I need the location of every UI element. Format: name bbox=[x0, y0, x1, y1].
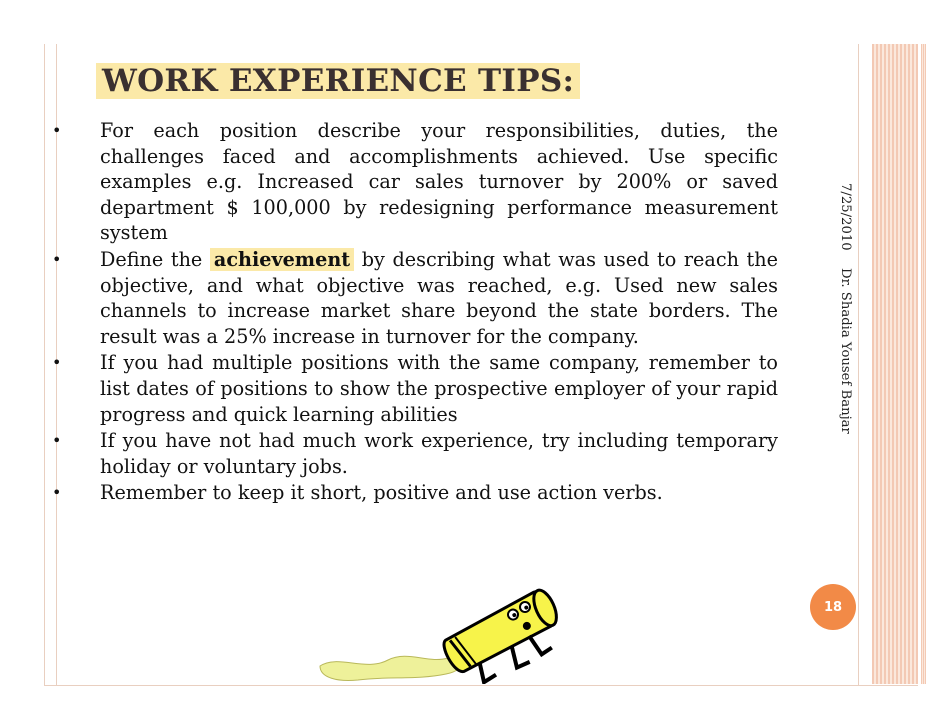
slide-date: 7/25/2010 bbox=[838, 183, 853, 251]
frame-line-bottom bbox=[44, 685, 918, 686]
bullet-item bbox=[48, 350, 778, 427]
spill-puddle bbox=[320, 656, 463, 680]
bullet-text-before: Define the bbox=[100, 247, 203, 271]
frame-line-left-outer bbox=[44, 44, 45, 686]
frame-line-right bbox=[858, 44, 859, 686]
bullet-dot-icon: • bbox=[52, 121, 62, 140]
slide-title-text: WORK EXPERIENCE TIPS: bbox=[96, 63, 580, 99]
page-number: 18 bbox=[823, 599, 843, 615]
bullet-text: Remember to keep it short, positive and use action verbs. bbox=[100, 481, 663, 505]
slide-title bbox=[96, 63, 580, 99]
page-number-badge bbox=[810, 584, 856, 630]
bullet-text: If you had multiple positions with the same company, remember to list dates of positions to show the prospective employer of your rapid progress and quick learning abilities bbox=[100, 351, 778, 426]
spilled-cup-clipart-icon bbox=[318, 580, 578, 684]
decorative-stripe-panel bbox=[872, 44, 918, 684]
highlighted-keyword: achievement bbox=[210, 248, 354, 271]
bullet-text: For each position describe your responsibilities, duties, the challenges faced and accomplishments achieved. Use specific examples e.g. Increased car sales turnover by 200% or saved department $ 100,000 by redesigning performance measurement system bbox=[100, 119, 778, 245]
decorative-stripe-edge bbox=[921, 44, 926, 684]
bullet-item bbox=[48, 480, 778, 506]
slide-author: Dr. Shadia Yousef Banjar bbox=[838, 268, 853, 434]
bullet-item bbox=[48, 247, 778, 349]
bullet-dot-icon: • bbox=[52, 249, 62, 269]
bullet-list bbox=[48, 118, 778, 507]
bullet-dot-icon: • bbox=[52, 483, 62, 503]
bullet-text: If you have not had much work experience, try including temporary holiday or voluntary jobs. bbox=[100, 429, 778, 478]
bullet-item bbox=[48, 118, 778, 246]
bullet-item bbox=[48, 428, 778, 479]
bullet-text-after: by describing what was used to reach the objective, and what objective was reached, e.g. Used new sales channels to increase market share beyond the state borders. The result was a 25% increase in turnover for the company. bbox=[100, 247, 778, 348]
bullet-dot-icon: • bbox=[52, 353, 62, 373]
bullet-dot-icon: • bbox=[52, 431, 62, 451]
